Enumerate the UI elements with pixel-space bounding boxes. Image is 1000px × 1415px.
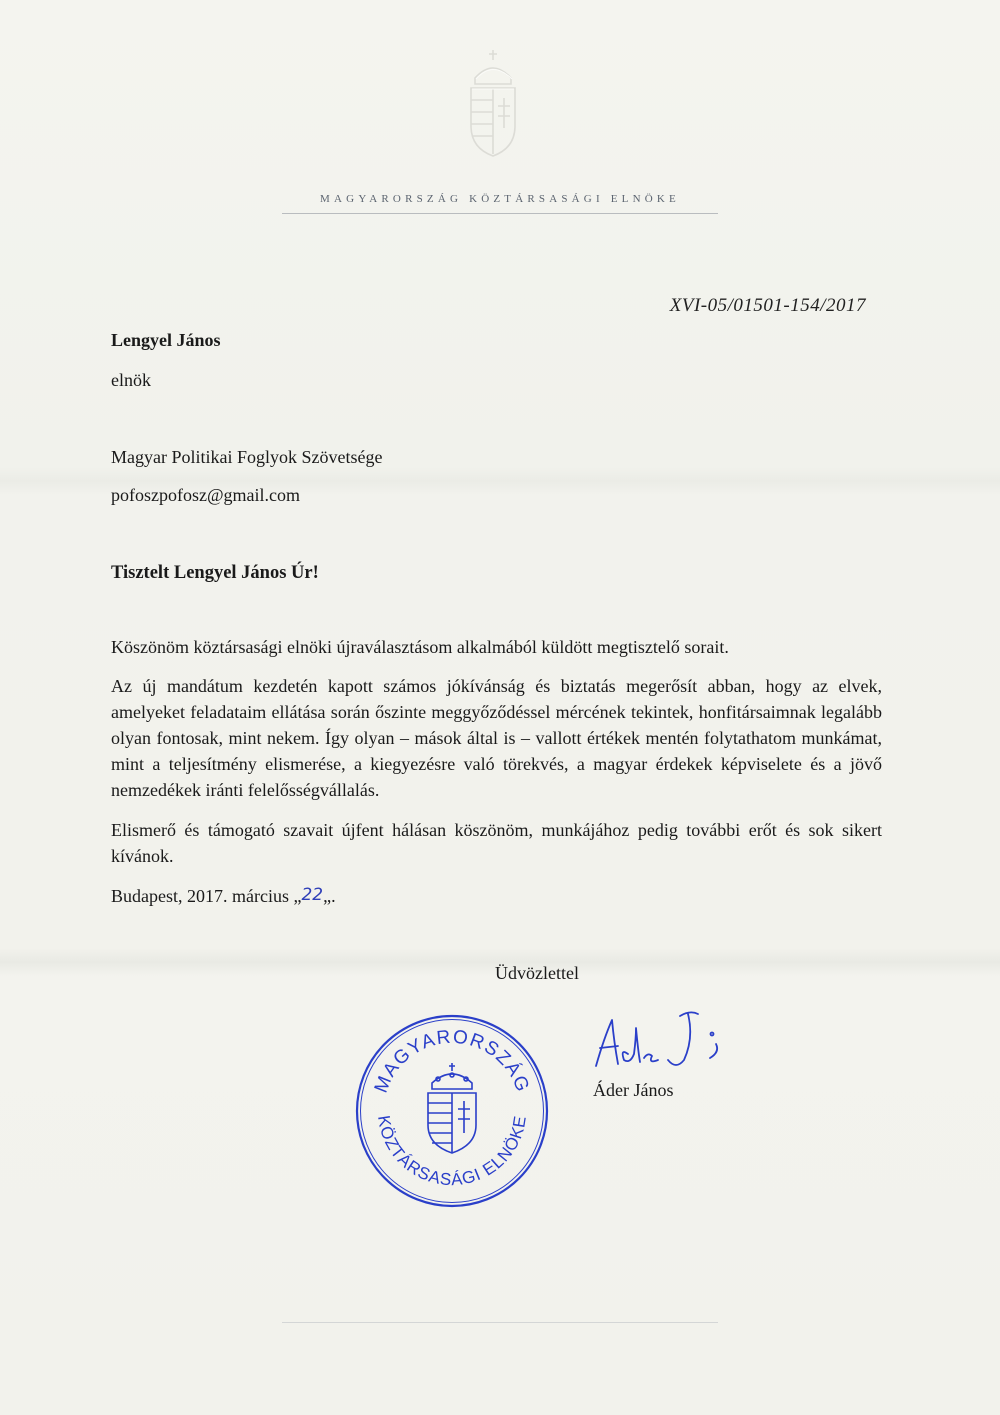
signer-name: Áder János (593, 1080, 674, 1100)
letterhead-divider (282, 213, 718, 214)
stamp-bottom-path: KÖZTÁRSASÁGI ELNÖKE (373, 1114, 531, 1190)
addressee-name: Lengyel János (111, 330, 221, 350)
official-stamp (354, 1013, 550, 1209)
footer-divider (282, 1322, 718, 1323)
stamp-top-path: MAGYARORSZÁG (370, 1026, 534, 1096)
body-paragraph-1: Köszönöm köztársasági elnöki újraválasztásom alkalmából küldött megtisztelő sorait. (111, 637, 729, 657)
addressee-title: elnök (111, 370, 151, 390)
stamp-top-text (371, 1027, 534, 1096)
reference-number: XVI-05/01501-154/2017 (669, 295, 866, 316)
body-paragraph-3: Elismerő és támogató szavait újfent hálásan köszönöm, munkájához pedig további erőt és sok sikert kívánok. (111, 820, 882, 866)
closing: Üdvözlettel (495, 963, 579, 983)
stamp-coat-of-arms-icon (428, 1063, 476, 1153)
letterhead-title: MAGYARORSZÁG KÖZTÁRSASÁGI ELNÖKE (320, 193, 680, 205)
dateline (111, 883, 882, 910)
salutation: Tisztelt Lengyel János Úr! (111, 563, 319, 583)
addressee-email: pofoszpofosz@gmail.com (111, 485, 301, 505)
dateline-suffix: „. (323, 886, 336, 906)
body-paragraph-2: Az új mandátum kezdetén kapott számos jókívánság és biztatás megerősít abban, hogy az elvek, amelyeket feladataim ellátása során őszinte meggyőződéssel mércének tekintek, honfitársaimnak legalább olyan fontosak, mint nekem. Így olyan – mások által is – vallott értékek mentén folytathatom munkámat, mint a teljesítmény elismerése, a kiegyezésre való törekvés, a magyar érdekek képviselete és a jövő nemzedékek iránti felelősségvállalás. (111, 676, 882, 800)
letter-body (111, 634, 882, 910)
embossed-coat-of-arms-icon (463, 48, 523, 160)
dateline-day-handwritten: 22 (301, 885, 324, 905)
handwritten-signature (588, 1008, 738, 1078)
dateline-prefix: Budapest, 2017. március „ (111, 886, 302, 906)
addressee-organization: Magyar Politikai Foglyok Szövetsége (111, 447, 383, 467)
